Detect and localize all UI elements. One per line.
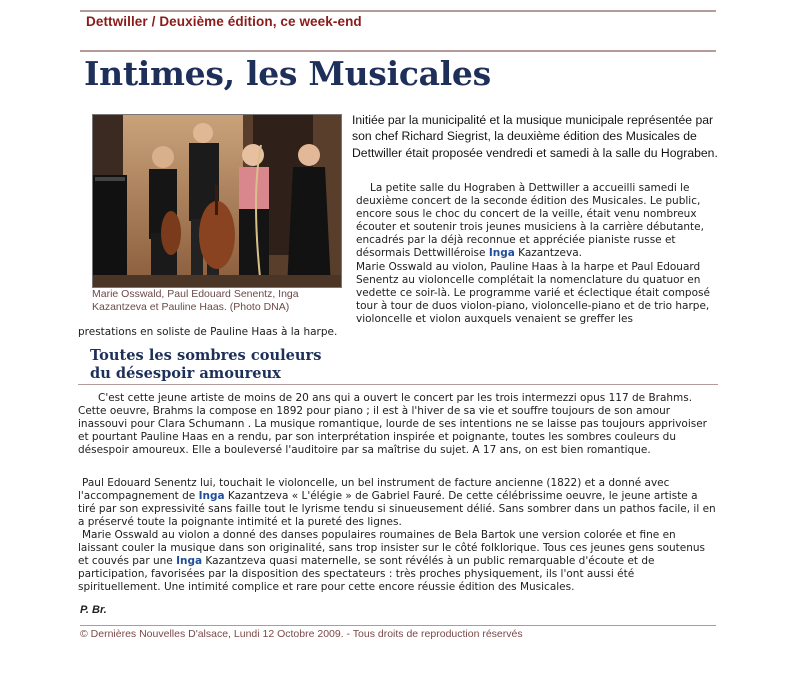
intro-paragraph: Initiée par la municipalité et la musique municipale représentée par son chef Richard Siegrist, la deuxième édition des Musicales de Dettwiller était proposée vendredi et samedi à la salle du Hograben. [352,113,718,160]
concert-photo-image [93,115,341,287]
paragraph-2: Marie Osswald au violon, Pauline Haas à la harpe et Paul Edouard Senentz au violoncelle complétait la nomenclature du quatuor en vedette ce soir-là. Le programme varié et éclectique était composé tour à tour de duos violon-piano, violoncelle-piano et de trio harpe, violoncelle et violon auxquels venaient se greffer les [356,261,710,326]
author-signature: P. Br. [80,604,107,616]
paragraph-5: Marie Osswald au violon a donné des danses populaires roumaines de Bela Bartok une version colorée et fine en laissant couler la musique dans son originalité, sans trop insister sur le côté folklorique. Tous ces jeunes gens soutenus et couvés par une Inga Kazantzeva quasi maternelle, se sont révélés à un public remarquable d'écoute et de participation, favorisées par la disposition des spectateurs : très proches physiquement, ils l'ont aussi été spirituellement. Une intimité complice et rare pour cette encore réussie édition des Musicales. [78,529,706,594]
concert-photo [92,114,342,288]
kicker: Dettwiller / Deuxième édition, ce week-end [86,14,362,29]
highlight-name: Inga [176,555,203,568]
subheading-rule [78,384,718,385]
paragraph-1: La petite salle du Hograben à Dettwiller a accueilli samedi le deuxième concert de la seconde édition des Musicales. Le public, encore sous le choc du concert de la veille, était venu nombreux écouter et soutenir trois jeunes musiciens à la carrière débutante, encadrés par la déjà reconnue et appréciée pianiste russe et désormais Dettwilléroise Inga Kazantzeva. [356,182,704,260]
kicker-rule [80,50,716,52]
highlight-name: Inga [488,247,515,260]
headline: Intimes, les Musicales [84,54,491,93]
footer-rule [80,625,716,626]
subheading: Toutes les sombres couleurs du désespoir amoureux [90,347,322,382]
paragraph-3: C'est cette jeune artiste de moins de 20 ans qui a ouvert le concert par les trois intermezzi opus 117 de Brahms. Cette oeuvre, Brahms la compose en 1892 pour piano ; il est à l'hiver de sa vie et souffre toujours de son amour inassouvi pour Clara Schumann . La musique romantique, lourde de ses intentions ne se laisse pas toujours apprivoiser et pourtant Pauline Haas en a rendu, par son interprétation inspirée et poignante, toutes les sombres couleurs du désespoir amoureux. Elle a bouleversé l'auditoire par sa maîtrise du sujet. A 17 ans, on est bien romantique. [78,392,707,457]
highlight-name: Inga [198,490,225,503]
paragraph-2-continuation: prestations en soliste de Pauline Haas à la harpe. [78,326,338,338]
photo-caption: Marie Osswald, Paul Edouard Senentz, Inga Kazantzeva et Pauline Haas. (Photo DNA) [92,288,299,313]
paragraph-4: Paul Edouard Senentz lui, touchait le violoncelle, un bel instrument de facture ancienne (1822) et a donné avec l'accompagnement de Inga Kazantzeva « L'élégie » de Gabriel Fauré. De cette célébrissime oeuvre, le jeune artiste a tiré par son expressivité sans faille tout le lyrisme tendu si sinueusement délié. Sans sombrer dans un pathos facile, il en a préservé toute la poignante intimité et la pureté des lignes. [78,477,716,529]
top-rule [80,10,716,12]
copyright-line: © Dernières Nouvelles D'alsace, Lundi 12 Octobre 2009. - Tous droits de reproduction réservés [80,628,523,640]
